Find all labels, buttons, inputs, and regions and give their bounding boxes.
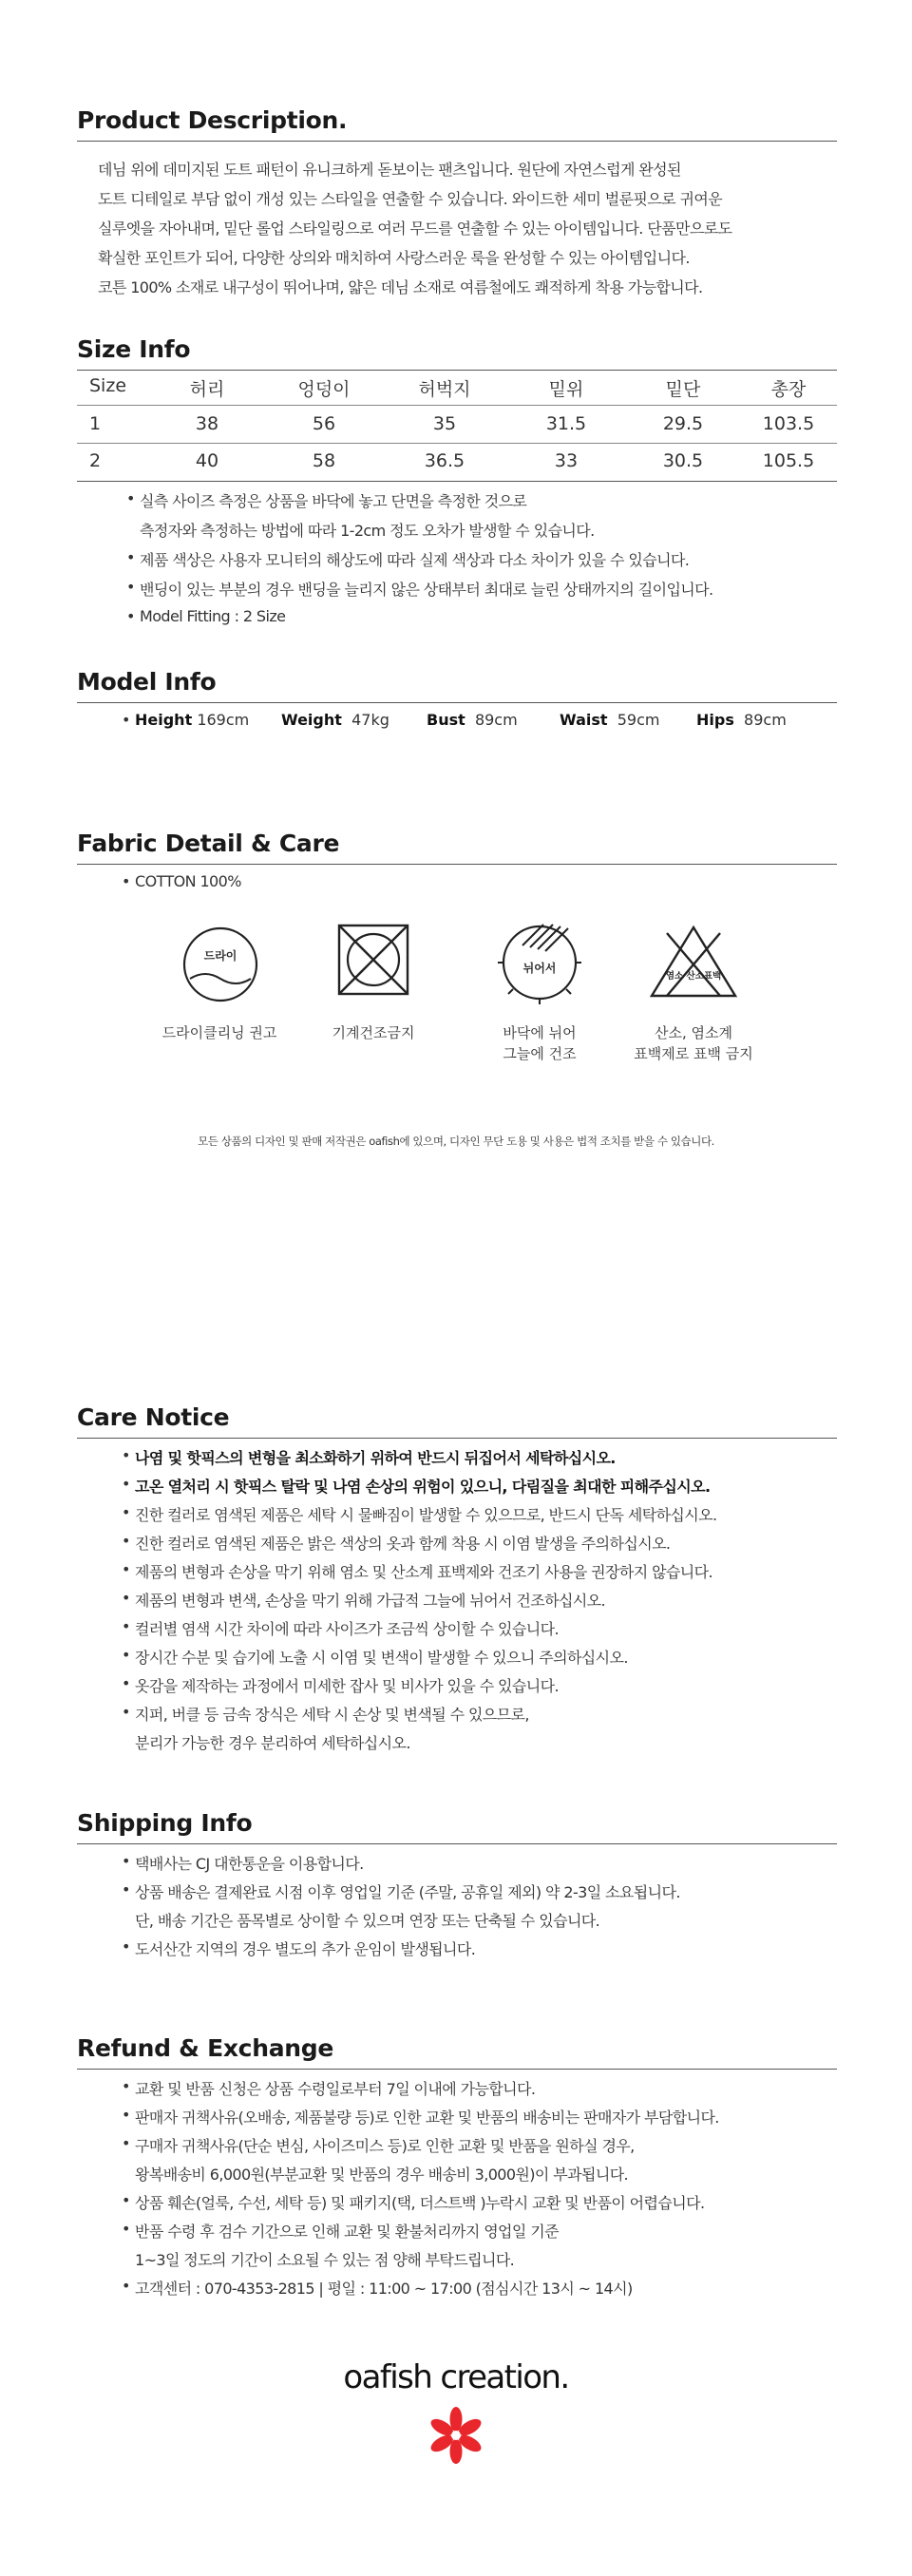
- bullet: •: [122, 2077, 131, 2095]
- bullet: •: [122, 1880, 131, 1899]
- bullet: •: [122, 1852, 131, 1870]
- description-line: 데님 위에 데미지된 도트 패턴이 유니크하게 돋보이는 팬츠입니다. 원단에 자연스럽게 완성된: [98, 161, 681, 179]
- bullet: •: [122, 1475, 131, 1493]
- bullet: •: [122, 1617, 131, 1635]
- divider: [77, 864, 837, 865]
- shipping-title: Shipping Info: [77, 1809, 253, 1837]
- shipping-line: 도서산간 지역의 경우 별도의 추가 운임이 발생됩니다.: [135, 1940, 476, 1958]
- bullet: •: [122, 1560, 131, 1578]
- description-line: 확실한 포인트가 되어, 다양한 상의와 매치하여 사랑스러운 룩을 완성할 수 있는 아이템입니다.: [98, 249, 690, 267]
- table-cell: 103.5: [762, 413, 815, 434]
- bullet: •: [122, 1589, 131, 1607]
- no-bleach-icon: [648, 924, 739, 1000]
- divider: [77, 1438, 837, 1439]
- size-note: 측정자와 측정하는 방법에 따라 1-2cm 정도 오차가 발생할 수 있습니다.: [140, 522, 595, 540]
- copyright-notice: 모든 상품의 디자인 및 판매 저작권은 oafish에 있으며, 디자인 무단 도용 및 사용은 법적 조치를 받을 수 있습니다.: [198, 1135, 714, 1148]
- size-table-header: 엉덩이: [297, 379, 351, 400]
- bullet: •: [122, 1503, 131, 1521]
- shipping-line: 단, 배송 기간은 품목별로 상이할 수 있으며 연장 또는 단축될 수 있습니다.: [135, 1912, 600, 1930]
- shipping-line: 상품 배송은 결제완료 시점 이후 영업일 기준 (주말, 공휴일 제외) 약 2-3일 소요됩니다.: [135, 1883, 680, 1901]
- model-hips: [696, 711, 787, 729]
- size-table-header: 허리: [189, 379, 225, 400]
- no-bleach-icon-text: 염소 산소표백: [665, 971, 722, 982]
- table-divider: [77, 481, 837, 482]
- customer-center: 고객센터 : 070-4353-2815 | 평일 : 11:00 ~ 17:00 (점심시간 13시 ~ 14시): [135, 2280, 633, 2298]
- flat-dry-shade-icon: [494, 917, 585, 1008]
- table-cell: 36.5: [424, 450, 466, 471]
- care-line: 제품의 변형과 손상을 막기 위해 염소 및 산소계 표백제와 건조기 사용을 권장하지 않습니다.: [135, 1563, 712, 1581]
- bullet: •: [122, 2134, 131, 2152]
- refund-title: Refund & Exchange: [77, 2034, 334, 2062]
- description-line: 실루엣을 자아내며, 밑단 롤업 스타일링으로 여러 무드를 연출할 수 있는 아이템입니다. 단품만으로도: [98, 219, 732, 238]
- size-info-title: Size Info: [77, 335, 191, 363]
- table-cell: 29.5: [662, 413, 704, 434]
- bullet: •: [122, 2191, 131, 2209]
- refund-line: 교환 및 반품 신청은 상품 수령일로부터 7일 이내에 가능합니다.: [135, 2080, 536, 2098]
- bullet: •: [122, 1646, 131, 1664]
- bullet: •: [122, 1703, 131, 1721]
- refund-line: 판매자 귀책사유(오배송, 제품불량 등)로 인한 교환 및 반품의 배송비는 판매자가 부담합니다.: [135, 2109, 719, 2127]
- fabric-composition: COTTON 100%: [135, 872, 241, 890]
- description-line: 코튼 100% 소재로 내구성이 뛰어나며, 얇은 데님 소재로 여름철에도 쾌적하게 착용 가능합니다.: [98, 278, 703, 296]
- bullet: •: [122, 1674, 131, 1692]
- bullet: •: [122, 711, 131, 729]
- size-table-header: 밑위: [548, 379, 584, 400]
- care-label: 기계건조금지: [332, 1024, 415, 1041]
- model-weight-value: 47kg: [352, 711, 390, 729]
- divider: [77, 702, 837, 703]
- refund-line: 구매자 귀책사유(단순 변심, 사이즈미스 등)로 인한 교환 및 반품을 원하실 경우,: [135, 2137, 635, 2155]
- dry-clean-icon: [173, 922, 268, 1007]
- table-cell: 40: [195, 450, 219, 471]
- size-note: 밴딩이 있는 부분의 경우 밴딩을 늘리지 않은 상태부터 최대로 늘린 상태까지의 길이입니다.: [140, 581, 713, 599]
- size-table-header: 밑단: [665, 379, 701, 400]
- table-cell: 56: [312, 413, 336, 434]
- model-waist: [560, 711, 659, 729]
- refund-line: 반품 수령 후 검수 기간으로 인해 교환 및 환불처리까지 영업일 기준: [135, 2223, 559, 2241]
- table-cell: 2: [89, 450, 102, 471]
- size-table-header: Size: [89, 375, 127, 396]
- size-note: Model Fitting : 2 Size: [140, 607, 286, 625]
- size-note: 제품 색상은 사용자 모니터의 해상도에 따라 실제 색상과 다소 차이가 있을 수 있습니다.: [140, 551, 690, 569]
- care-line: 컬러별 염색 시간 차이에 따라 사이즈가 조금씩 상이할 수 있습니다.: [135, 1620, 559, 1638]
- flat-dry-icon-text: 뉘어서: [522, 962, 557, 975]
- bullet: •: [126, 548, 136, 566]
- table-cell: 58: [312, 450, 336, 471]
- product-description-title: Product Description.: [77, 106, 348, 134]
- description-line: 도트 디테일로 부담 없이 개성 있는 스타일을 연출할 수 있습니다. 와이드한 세미 벌룬핏으로 귀여운: [98, 190, 723, 208]
- care-line: 진한 컬러로 염색된 제품은 밝은 색상의 옷과 함께 착용 시 이염 발생을 주의하십시오.: [135, 1535, 671, 1553]
- care-label: 바닥에 뉘어: [503, 1024, 577, 1041]
- care-line-bold: 고온 열처리 시 핫픽스 탈락 및 나염 손상의 위험이 있으니, 다림질을 최대한 피해주십시오.: [135, 1478, 711, 1496]
- model-hips-label: Hips: [696, 711, 734, 729]
- refund-line: 왕복배송비 6,000원(부분교환 및 반품의 경우 배송비 3,000원)이 부과됩니다.: [135, 2166, 629, 2184]
- bullet: •: [126, 607, 136, 625]
- table-cell: 33: [554, 450, 579, 471]
- size-note: 실측 사이즈 측정은 상품을 바닥에 놓고 단면을 측정한 것으로: [140, 492, 527, 510]
- care-label: 드라이클리닝 권고: [162, 1024, 277, 1041]
- bullet: •: [126, 578, 136, 596]
- model-height: [135, 711, 249, 729]
- model-height-value: 169cm: [197, 711, 250, 729]
- model-waist-value: 59cm: [617, 711, 660, 729]
- care-line-bold: 나염 및 핫픽스의 변형을 최소화하기 위하여 반드시 뒤집어서 세탁하십시오.: [135, 1449, 616, 1467]
- model-height-label: Height: [135, 711, 193, 729]
- brand-logo-text: oafish creation.: [343, 2358, 569, 2396]
- table-cell: 38: [195, 413, 219, 434]
- dry-clean-icon-text: 드라이: [203, 949, 238, 963]
- no-tumble-dry-icon: [335, 922, 411, 998]
- refund-line: 상품 훼손(얼룩, 수선, 세탁 등) 및 패키지(택, 더스트백 )누락시 교환 및 반품이 어렵습니다.: [135, 2194, 705, 2212]
- table-cell: 30.5: [662, 450, 704, 471]
- model-info-title: Model Info: [77, 668, 217, 696]
- refund-line: 1~3일 정도의 기간이 소요될 수 있는 점 양해 부탁드립니다.: [135, 2251, 515, 2269]
- bullet: •: [126, 489, 136, 507]
- bullet: •: [122, 1446, 131, 1464]
- care-line: 장시간 수분 및 습기에 노출 시 이염 및 변색이 발생할 수 있으니 주의하십시오.: [135, 1649, 628, 1667]
- care-notice-title: Care Notice: [77, 1403, 230, 1431]
- red-flower-icon: [430, 2406, 482, 2465]
- table-cell: 105.5: [762, 450, 815, 471]
- care-label: 산소, 염소계: [655, 1024, 732, 1041]
- fabric-title: Fabric Detail & Care: [77, 830, 340, 857]
- bullet: •: [122, 1937, 131, 1956]
- table-divider: [77, 443, 837, 444]
- care-line: 지퍼, 버클 등 금속 장식은 세탁 시 손상 및 변색될 수 있으므로,: [135, 1706, 529, 1724]
- care-line: 분리가 가능한 경우 분리하여 세탁하십시오.: [135, 1734, 410, 1752]
- model-hips-value: 89cm: [744, 711, 787, 729]
- shipping-line: 택배사는 CJ 대한통운을 이용합니다.: [135, 1855, 364, 1873]
- size-table-header: 총장: [770, 379, 807, 400]
- model-bust-label: Bust: [427, 711, 466, 729]
- model-weight: [281, 711, 390, 729]
- table-cell: 35: [432, 413, 457, 434]
- divider: [77, 2069, 837, 2070]
- model-bust-value: 89cm: [474, 711, 518, 729]
- model-weight-label: Weight: [281, 711, 342, 729]
- care-label: 그늘에 건조: [503, 1045, 577, 1062]
- bullet: •: [122, 2277, 131, 2295]
- model-waist-label: Waist: [560, 711, 608, 729]
- model-bust: [427, 711, 518, 729]
- care-line: 옷감을 제작하는 과정에서 미세한 잡사 및 비사가 있을 수 있습니다.: [135, 1677, 559, 1695]
- bullet: •: [122, 872, 131, 890]
- table-cell: 31.5: [545, 413, 587, 434]
- bullet: •: [122, 2106, 131, 2124]
- care-line: 진한 컬러로 염색된 제품은 세탁 시 물빠짐이 발생할 수 있으므로, 반드시 단독 세탁하십시오.: [135, 1506, 717, 1524]
- bullet: •: [122, 1532, 131, 1550]
- care-line: 제품의 변형과 변색, 손상을 막기 위해 가급적 그늘에 뉘어서 건조하십시오.: [135, 1592, 606, 1610]
- care-label: 표백제로 표백 금지: [634, 1045, 753, 1062]
- bullet: •: [122, 2220, 131, 2238]
- divider: [77, 1843, 837, 1844]
- size-table-header: 허벅지: [418, 379, 471, 400]
- table-divider: [77, 405, 837, 406]
- divider: [77, 370, 837, 371]
- divider: [77, 141, 837, 142]
- table-cell: 1: [89, 413, 102, 434]
